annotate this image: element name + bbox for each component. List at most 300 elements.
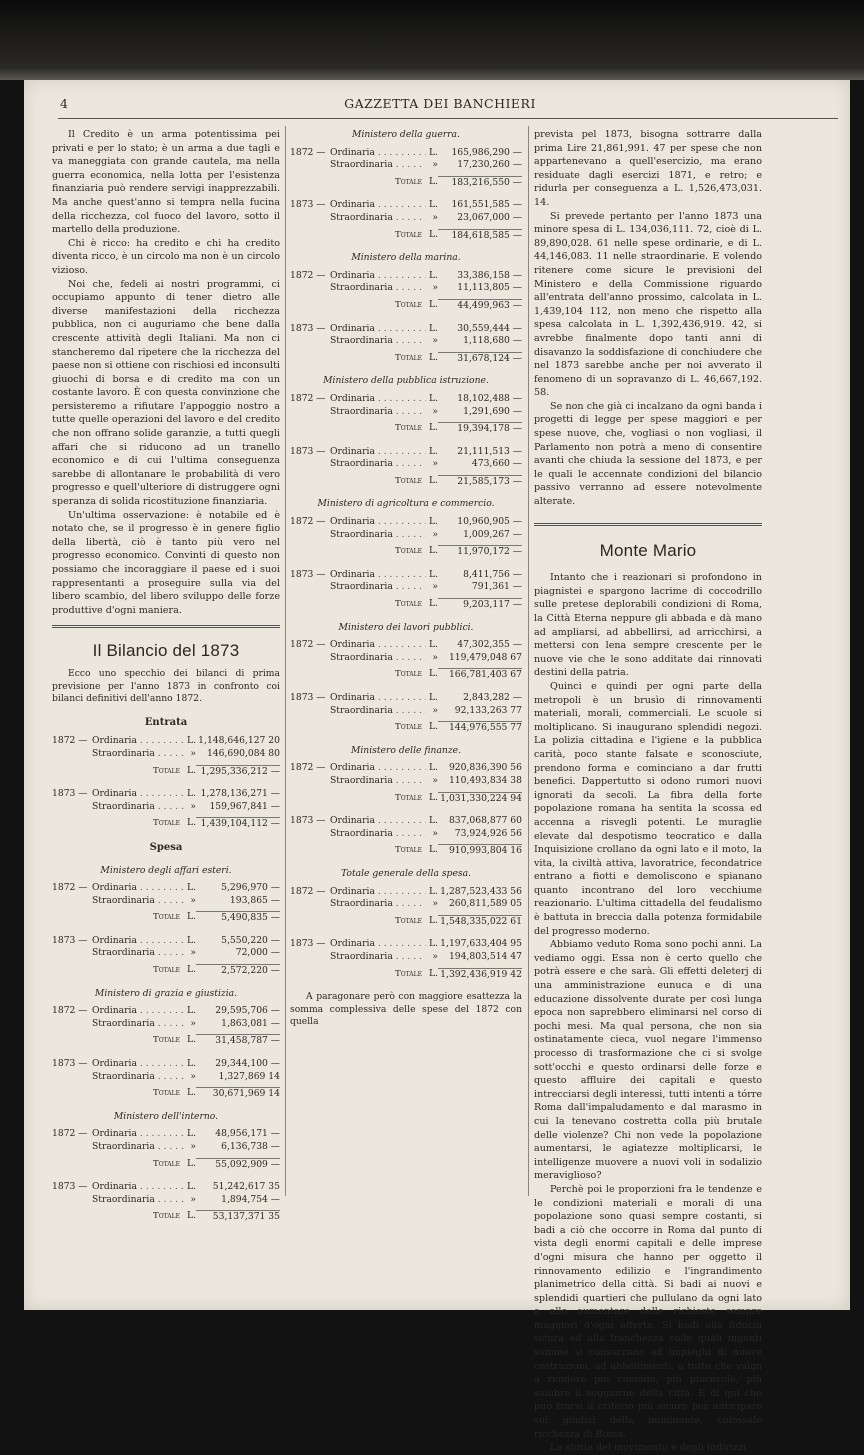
budget-row	[290, 569, 522, 582]
budget-block	[290, 744, 522, 858]
column-separator	[285, 126, 286, 1196]
year-label	[290, 335, 330, 348]
total-row	[290, 545, 522, 559]
year-label	[52, 801, 92, 814]
budget-row	[52, 1018, 280, 1031]
amount: 1,278,136,271 —	[200, 788, 280, 800]
year-label: 1872 —	[290, 639, 326, 651]
total-row	[52, 817, 280, 831]
amount: 73,924,926 56	[454, 827, 522, 839]
currency-mark: L.	[428, 791, 438, 803]
year-label	[290, 828, 330, 841]
total-row	[290, 176, 522, 190]
row-label: Straordinaria . . .	[92, 1018, 184, 1031]
section-title: Il Bilancio del 1873	[92, 641, 240, 661]
currency-mark: L.	[428, 175, 438, 187]
paragraph: Chi è ricco: ha credito e chi ha credito diventa ricco, è un circolo ma non è un circolo vizioso.	[52, 237, 280, 276]
currency-mark: L.	[186, 1034, 196, 1046]
budget-row	[290, 323, 522, 336]
total-row	[52, 964, 280, 978]
row-label: Ordinaria . . .	[330, 270, 426, 283]
amount: 1,118,680 —	[463, 335, 522, 347]
amount: 1,392,436,919 42	[438, 968, 522, 982]
budget-row	[290, 898, 522, 911]
currency-mark: L.	[428, 639, 438, 651]
total-row	[52, 765, 280, 779]
amount: 31,678,124 —	[438, 352, 522, 366]
row-label: Totale	[394, 475, 422, 486]
row-label: Ordinaria . . .	[92, 1058, 184, 1071]
total-row	[52, 911, 280, 925]
currency-mark: »	[190, 947, 196, 959]
total-row	[290, 968, 522, 982]
year-label: 1873 —	[290, 568, 326, 580]
currency-mark: »	[432, 774, 438, 786]
budget-row	[52, 947, 280, 960]
total-row	[52, 1087, 280, 1101]
total-row	[52, 1158, 280, 1172]
currency-mark: L.	[428, 938, 438, 950]
currency-mark: L.	[428, 322, 438, 334]
currency-mark: L.	[428, 445, 438, 457]
budget-row	[290, 815, 522, 828]
amount: 920,836,390 56	[448, 762, 522, 774]
section-rule	[534, 523, 762, 526]
amount: 1,894,754 —	[221, 1193, 280, 1205]
budget-row	[290, 775, 522, 788]
year-label: 1872 —	[290, 392, 326, 404]
year-label	[52, 1071, 92, 1084]
year-label	[290, 581, 330, 594]
year-label	[290, 282, 330, 295]
budget-row	[52, 1194, 280, 1207]
budget-row	[52, 895, 280, 908]
total-row	[290, 721, 522, 735]
amount: 5,490,835 —	[196, 911, 280, 925]
currency-mark: »	[432, 827, 438, 839]
ministry-title: Ministero della pubblica istruzione.	[323, 375, 489, 387]
row-label: Totale	[394, 722, 422, 733]
row-label: Ordinaria . . .	[92, 1005, 184, 1018]
currency-mark: »	[190, 1193, 196, 1205]
year-label: 1873 —	[290, 322, 326, 334]
amount: 144,976,555 77	[438, 721, 522, 735]
budget-row	[290, 159, 522, 172]
row-label: Totale	[394, 968, 422, 979]
amount: 19,394,178 —	[438, 422, 522, 436]
currency-mark: L.	[186, 817, 196, 829]
amount: 2,572,220 —	[196, 964, 280, 978]
budget-block	[290, 374, 522, 488]
year-label	[52, 748, 92, 761]
budget-row	[290, 762, 522, 775]
total-row	[290, 229, 522, 243]
section-title: Monte Mario	[599, 540, 697, 560]
amount: 47,302,355 —	[457, 639, 522, 651]
row-label: Totale	[394, 546, 422, 557]
currency-mark: »	[190, 1017, 196, 1029]
row-label: Totale	[394, 176, 422, 187]
amount: 791,361 —	[471, 581, 522, 593]
year-label: 1873 —	[290, 199, 326, 211]
budget-block	[290, 621, 522, 735]
year-label	[290, 652, 330, 665]
paragraph: prevista pel 1873, bisogna sottrarre dalla prima Lire 21,861,991. 47 per spese che non appartenevano a quell'esercizio, ma erano residuate dagli esercizi 1871, e retro; e ridurla per conseguenza a L. 1,526,473,031. 14.	[534, 129, 762, 208]
amount: 29,344,100 —	[215, 1058, 280, 1070]
budget-row	[290, 938, 522, 951]
row-label: Straordinaria . . .	[330, 652, 426, 665]
currency-mark: L.	[186, 1058, 196, 1070]
row-label: Straordinaria . . .	[92, 947, 184, 960]
budget-row	[290, 652, 522, 665]
year-label	[290, 898, 330, 911]
row-label: Straordinaria . . .	[92, 1071, 184, 1084]
currency-mark: »	[432, 651, 438, 663]
currency-mark: L.	[186, 1157, 196, 1169]
row-label: Totale	[152, 1035, 180, 1046]
currency-mark: L.	[186, 911, 196, 923]
row-label: Ordinaria . . .	[330, 393, 426, 406]
row-label: Ordinaria . . .	[330, 762, 426, 775]
section-rule	[52, 625, 280, 628]
budget-row	[290, 828, 522, 841]
ministry-title: Totale generale della spesa.	[341, 867, 471, 879]
budget-row	[290, 212, 522, 225]
year-label	[290, 159, 330, 172]
currency-mark: L.	[428, 545, 438, 557]
year-label: 1873 —	[290, 815, 326, 827]
budget-row	[52, 1141, 280, 1154]
row-label: Ordinaria . . .	[92, 935, 184, 948]
budget-block	[52, 987, 280, 1101]
budget-row	[290, 692, 522, 705]
currency-mark: L.	[186, 934, 196, 946]
paragraph: Perchè poi le proporzioni fra le tendenze e le condizioni materiali e morali di una popolazione sono quasi sempre costanti, si badi a ciò che occorre in Roma dal punto di vista degli enormi capitali e delle imprese d'ogni misura che hanno per oggetto il rinnovamento edilizio e l'ingrandimento planimetrico della città. Si badi ai nuovi e splendidi quartieri che pullulano da ogni lato e allo aumentare delle richieste sempre maggiori d'ogni offerta. Si badi alla fiducia sicura ed alla franchezza colle quali ingenti somme si consacrano ad impieghi di nuove costruzioni, ad abbellimenti, a tutto che valga a rendere più comodo, più piacevole, più salubre il soggiorno della città. E di qui che può trarsi il criterio più sicuro per anticipare sui giudizi della imminente, colossale ricchezza di Roma.	[534, 1183, 762, 1440]
amount: 9,203,117 —	[438, 598, 522, 612]
year-label: 1872 —	[290, 885, 326, 897]
amount: 30,671,969 14	[196, 1087, 280, 1101]
currency-mark: »	[432, 335, 438, 347]
currency-mark: L.	[428, 228, 438, 240]
amount: 1,009,267 —	[463, 528, 522, 540]
budget-row	[290, 951, 522, 964]
ministry-title: Ministero dei lavori pubblici.	[338, 621, 474, 633]
total-row	[290, 352, 522, 366]
year-label: 1872 —	[290, 269, 326, 281]
row-label: Ordinaria . . .	[92, 882, 184, 895]
year-label: 1873 —	[52, 1058, 88, 1070]
budget-row	[52, 935, 280, 948]
row-label: Ordinaria . . .	[92, 1181, 184, 1194]
ministry-title: Ministero degli affari esteri.	[100, 864, 232, 876]
currency-mark: L.	[428, 298, 438, 310]
year-label: 1872 —	[290, 762, 326, 774]
row-label: Straordinaria . . .	[92, 1194, 184, 1207]
amount: 21,111,513 —	[457, 445, 522, 457]
currency-mark: L.	[428, 568, 438, 580]
currency-mark: L.	[428, 516, 438, 528]
row-label: Totale	[394, 423, 422, 434]
intro-text: Ecco uno specchio dei bilanci di prima previsione per l'anno 1873 in confronto coi bilanci definitivi dell'anno 1872.	[52, 667, 280, 705]
amount: 8,411,756 —	[463, 568, 522, 580]
amount: 260,811,589 05	[448, 898, 522, 910]
amount: 18,102,488 —	[457, 392, 522, 404]
year-label: 1872 —	[52, 882, 88, 894]
budget-row	[52, 1005, 280, 1018]
amount: 72,000 —	[235, 947, 280, 959]
total-row	[290, 475, 522, 489]
budget-row	[290, 335, 522, 348]
amount: 161,551,585 —	[451, 199, 522, 211]
budget-row	[290, 886, 522, 899]
row-label: Totale	[152, 1211, 180, 1222]
row-label: Totale	[394, 599, 422, 610]
column-1	[52, 128, 280, 1224]
amount: 10,960,905 —	[457, 516, 522, 528]
currency-mark: L.	[186, 882, 196, 894]
currency-mark: L.	[428, 351, 438, 363]
currency-mark: »	[190, 747, 196, 759]
amount: 5,296,970 —	[221, 882, 280, 894]
currency-mark: L.	[428, 668, 438, 680]
amount: 1,148,646,127 20	[198, 735, 280, 747]
row-label: Totale	[394, 229, 422, 240]
currency-mark: L.	[428, 967, 438, 979]
ministry-title: Ministero della guerra.	[352, 129, 460, 140]
paragraph: Si prevede pertanto per l'anno 1873 una minore spesa di L. 134,036,111. 72, cioè di L. 89,890,028. 61 nelle spese ordinarie, e di L. 44,146,083. 11 nelle straordinarie. E volendo ritenere come sicure le previsioni del Ministero e della Commissione riguardo all'entrata dell'anno prossimo, calcolata in L. 1,439,104 112, non meno che rispetto alla spesa calcolata in L. 1,392,436,919. 42, si avrebbe finalmente dopo tanti anni di disavanzo la soddisfazione di conchiudere che nel 1873 sarebbe anche per noi avverato il fenomeno di un sopravanzo di L. 46,667,192. 58.	[534, 210, 762, 399]
row-label: Totale	[152, 912, 180, 923]
row-label: Straordinaria . . .	[92, 895, 184, 908]
amount: 1,295,336,212 —	[196, 765, 280, 779]
budget-row	[52, 1181, 280, 1194]
amount: 194,803,514 47	[448, 950, 522, 962]
currency-mark: L.	[186, 1210, 196, 1222]
year-label: 1872 —	[52, 1005, 88, 1017]
paragraph: Il Credito è un arma potentissima pei privati e per lo stato; è un arma a due tagli e va maneggiata con grande cautela, ma nella guerra economica, nella lotta per l'esistenza finanziaria può rendere servigi inapprezzabili. Ma anche quest'anno si tempra nella fucina della ricchezza, col fuoco del lavoro, sotto il martello della produzione.	[52, 129, 280, 236]
budget-row	[290, 147, 522, 160]
row-label: Totale	[394, 845, 422, 856]
ministry-title: Ministero delle finanze.	[350, 744, 462, 756]
year-label	[52, 1194, 92, 1207]
currency-mark: L.	[186, 735, 196, 747]
budget-row	[52, 788, 280, 801]
amount: 5,550,220 —	[221, 934, 280, 946]
year-label	[52, 1018, 92, 1031]
row-label: Ordinaria . . .	[330, 446, 426, 459]
row-label: Straordinaria . . .	[330, 898, 426, 911]
row-label: Straordinaria . . .	[330, 828, 426, 841]
budget-block	[290, 867, 522, 981]
row-label: Straordinaria . . .	[330, 581, 426, 594]
currency-mark: »	[190, 1141, 196, 1152]
row-label: Totale	[394, 352, 422, 363]
paragraph: La storia del movimento e degli indirizzi	[550, 1442, 747, 1454]
amount: 146,690,084 80	[206, 747, 280, 759]
total-row	[290, 668, 522, 682]
currency-mark: »	[432, 950, 438, 962]
amount: 910,993,804 16	[438, 844, 522, 858]
year-label: 1873 —	[52, 788, 88, 800]
row-label: Totale	[152, 765, 180, 776]
scan-top-border	[0, 0, 864, 80]
year-label: 1873 —	[52, 934, 88, 946]
column-2	[290, 128, 522, 1029]
paragraph: A paragonare però con maggiore esattezza la somma complessiva delle spese del 1872 con quella	[290, 991, 522, 1028]
row-label: Ordinaria . . .	[92, 788, 184, 801]
budget-row	[290, 458, 522, 471]
row-label: Straordinaria . . .	[330, 406, 426, 419]
currency-mark: »	[190, 800, 196, 812]
currency-mark: L.	[428, 199, 438, 211]
paragraph: Noi che, fedeli ai nostri programmi, ci occupiamo appunto di tener dietro alle diverse manifestazioni della ricchezza pubblica, non ci auguriamo che bene dalla crescente attività degli Italiani. Ma non ci stancheremo dal ripetere che la ricchezza del paese non si ottiene con rischiosi ed inconsulti giuochi di borsa e di credito ma con un costante lavoro. È con questa convinzione che persisteremo a rifiutare l'appoggio nostro a tutte quelle operazioni del lavoro e del credito che non offrano solide garanzie, a tutti quegli affari che si riducono ad un tranello economico e di cui l'ultima conseguenza sarebbe di allontanare le probabilità di vero progresso e quell'ulteriore di distruggere ogni speranza di solida ricostituzione finanziaria.	[52, 278, 280, 508]
budget-row	[290, 446, 522, 459]
currency-mark: L.	[428, 146, 438, 158]
total-row	[290, 299, 522, 313]
budget-row	[52, 1058, 280, 1071]
paragraph: Quinci e quindi per ogni parte della metropoli è un brusìo di rinnovamenti materiali, morali, commerciali. Le scuole si moltiplicano. Si inaugurano splendidi negozi. La polizia cittadina e l'igiene e la pubblica carità, poco stante falsate e sconosciute, prendono forma e cominciano a dar frutti benefici. Dappertutto si odono rumori nuovi ignorati da secoli. La fibra della forte popolazione romana ha sentita la scossa ed accenna a risvegli potenti. Le muraglie elevate dal despotismo teocratico e dalla Inquisizione crollano da ogni lato e il moto, la vita, la civiltà attiva, lavoratrice, fecondatrice entrano a fiotti e demoliscono e spianano quanto incontrano del loro vecchiume reazionario. L'ultima cittadella del feudalismo è battuta in breccia dalla potenza formidabile del progresso moderno.	[534, 680, 762, 937]
currency-mark: L.	[428, 692, 438, 703]
row-label: Totale	[394, 792, 422, 803]
currency-mark: L.	[428, 721, 438, 733]
row-label: Straordinaria . . .	[92, 801, 184, 814]
year-label: 1873 —	[290, 445, 326, 457]
year-label: 1872 —	[52, 735, 88, 747]
paragraph: Intanto che i reazionari si profondono in piagnistei e spargono lacrime di coccodrillo sulle pretese deplorabili condizioni di Roma, la Città Eterna neppure gli abbada e dà mano ad ampliarsi, ad abbellirsi, ad arricchirsi, a mettersi con lena sempre crescente per le nuove vie che le sono additate dai rinnovati destini della patria.	[534, 572, 762, 679]
total-row	[290, 598, 522, 612]
year-label	[290, 529, 330, 542]
currency-mark: »	[432, 704, 438, 716]
amount: 92,133,263 77	[454, 704, 522, 716]
amount: 110,493,834 38	[448, 774, 522, 786]
row-label: Ordinaria . . .	[330, 639, 426, 652]
row-label: Straordinaria . . .	[92, 1141, 184, 1154]
year-label	[290, 458, 330, 471]
year-label	[52, 895, 92, 908]
spesa-heading: Spesa	[149, 841, 183, 853]
amount: 33,386,158 —	[457, 269, 522, 281]
budget-row	[290, 516, 522, 529]
total-row	[290, 844, 522, 858]
header-rule	[58, 118, 838, 119]
row-label: Straordinaria . . .	[92, 748, 184, 761]
currency-mark: L.	[186, 964, 196, 976]
budget-row	[290, 639, 522, 652]
amount: 1,548,335,022 61	[438, 915, 522, 929]
amount: 184,618,585 —	[438, 229, 522, 243]
row-label: Ordinaria . . .	[330, 147, 426, 160]
currency-mark: L.	[186, 1128, 196, 1140]
row-label: Ordinaria . . .	[330, 569, 426, 582]
year-label: 1872 —	[52, 1128, 88, 1140]
row-label: Straordinaria . . .	[330, 775, 426, 788]
masthead: GAZZETTA DEI BANCHIERI	[344, 96, 536, 111]
row-label: Ordinaria . . .	[330, 516, 426, 529]
currency-mark: »	[432, 581, 438, 593]
currency-mark: L.	[186, 1005, 196, 1017]
amount: 1,287,523,433 56	[440, 885, 522, 897]
total-row	[290, 792, 522, 806]
amount: 2,843,282 —	[463, 692, 522, 703]
currency-mark: »	[432, 528, 438, 540]
currency-mark: L.	[428, 914, 438, 926]
currency-mark: »	[432, 211, 438, 223]
amount: 1,197,633,404 95	[440, 938, 522, 950]
paragraph: Un'ultima osservazione: è notabile ed è notato che, se il progresso è in genere figlio della libertà, ciò è tanto più vero nel progresso economico. Convinti di questo non possiamo che incoraggiare il paese ed i suoi rappresentanti a proseguire sulla via del libero scambio, del libero sviluppo delle forze produttive d'ogni maniera.	[52, 509, 280, 616]
amount: 1,291,690 —	[463, 405, 522, 417]
amount: 183,216,550 —	[438, 176, 522, 190]
budget-row	[290, 406, 522, 419]
row-label: Totale	[152, 818, 180, 829]
year-label	[290, 212, 330, 225]
row-label: Straordinaria . . .	[330, 282, 426, 295]
currency-mark: L.	[428, 392, 438, 404]
currency-mark: »	[432, 282, 438, 294]
amount: 31,458,787 —	[196, 1034, 280, 1048]
paragraph: Abbiamo veduto Roma sono pochi anni. La vediamo oggi. Essa non è certo quello che potrà essere e che sarà. Gli effetti deleterj di una amministrazione eunuca e di una educazione dissolvente durate per così lunga epoca non saprebbero eliminarsi nel corso di pochi mesi. Ma qual persona, che non sia ostinatamente cieca, vuol negare l'immenso processo di trasformazione che ci si svolge sott'occhi e questo ordinarsi delle forze e questo affluire dei capitali e questo intrecciarsi degli interessi, tutti intenti a tórre Roma dall'impaludamento e dal marasmo in cui la tenevano costretta colla più brutale delle violenze? Chi non vede la popolazione aumentarsi, le agiatezze moltiplicarsi, le intelligenze muovere a nuovi voli in sodalizio meraviglioso?	[534, 939, 762, 1182]
currency-mark: L.	[428, 269, 438, 281]
row-label: Straordinaria . . .	[330, 212, 426, 225]
ministry-title: Ministero di agricoltura e commercio.	[317, 498, 495, 510]
amount: 1,439,104,112 —	[196, 817, 280, 831]
total-row	[290, 915, 522, 929]
row-label: Ordinaria . . .	[330, 815, 426, 828]
row-label: Totale	[394, 299, 422, 310]
currency-mark: L.	[428, 474, 438, 486]
ministry-title: Ministero della marina.	[351, 252, 461, 264]
row-label: Straordinaria . . .	[330, 458, 426, 471]
row-label: Totale	[152, 1158, 180, 1169]
amount: 473,660 —	[471, 458, 522, 470]
budget-row	[290, 199, 522, 212]
amount: 30,559,444 —	[457, 322, 522, 334]
total-row	[52, 1210, 280, 1224]
year-label	[52, 947, 92, 960]
currency-mark: »	[432, 405, 438, 417]
budget-row	[290, 270, 522, 283]
total-row	[52, 1034, 280, 1048]
column-separator	[528, 126, 529, 1196]
row-label: Totale	[394, 669, 422, 680]
currency-mark: »	[432, 898, 438, 910]
row-label: Straordinaria . . .	[330, 705, 426, 718]
year-label	[52, 1141, 92, 1154]
row-label: Straordinaria . . .	[330, 951, 426, 964]
currency-mark: »	[190, 894, 196, 906]
year-label	[290, 705, 330, 718]
currency-mark: L.	[428, 885, 438, 897]
amount: 23,067,000 —	[457, 211, 522, 223]
row-label: Straordinaria . . .	[330, 529, 426, 542]
year-label: 1872 —	[290, 516, 326, 528]
budget-row	[52, 882, 280, 895]
ministry-title: Ministero di grazia e giustizia.	[94, 987, 238, 999]
budget-block	[290, 128, 522, 242]
year-label	[290, 406, 330, 419]
currency-mark: L.	[428, 815, 438, 827]
amount: 1,327,869 14	[218, 1070, 280, 1082]
budget-row	[290, 581, 522, 594]
currency-mark: L.	[186, 764, 196, 776]
year-label: 1873 —	[52, 1181, 88, 1193]
amount: 11,970,172 —	[438, 545, 522, 559]
paragraph: Se non che già ci incalzano da ogni banda i progetti di legge per spese maggiori e per spese nuove, che, vogliasi o non vogliasi, il Parlamento non potrà a meno di consentire avanti che chiuda la sessione del 1873, e per le quali le accennate condizioni del bilancio passivo verranno ad essere notevolmente alterate.	[534, 400, 762, 508]
year-label: 1873 —	[290, 938, 326, 950]
row-label: Ordinaria . . .	[92, 1128, 184, 1141]
row-label: Ordinaria . . .	[330, 938, 426, 951]
entrata-heading: Entrata	[144, 716, 188, 728]
currency-mark: »	[432, 458, 438, 470]
amount: 44,499,963 —	[438, 299, 522, 313]
